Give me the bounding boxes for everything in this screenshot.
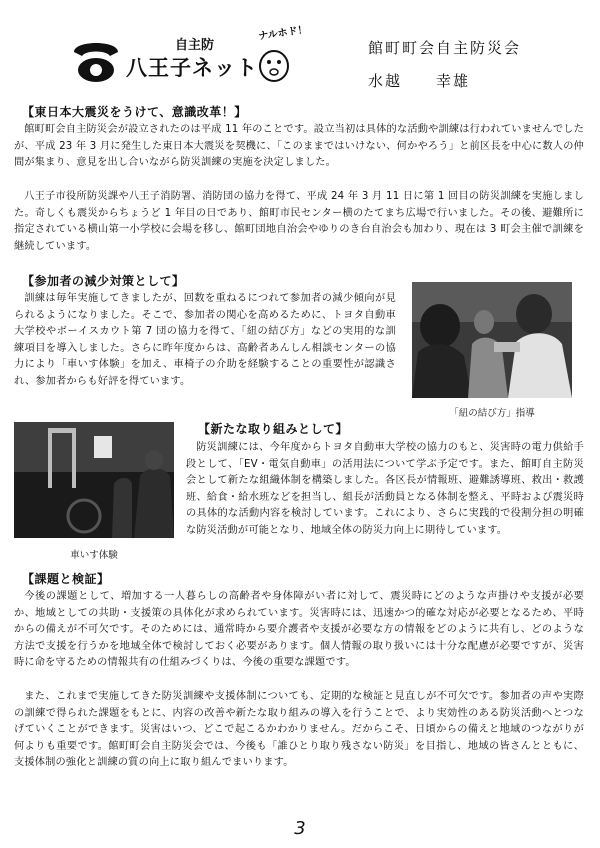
photo-rope-tying [412,282,572,398]
section-heading-4: 【課題と検証】 [22,572,110,586]
section-1-paragraph-1: 館町町会自主防災会が設立されたのは平成 11 年のことです。設立当初は具体的な活動や訓練は行われていませんでしたが、平成 23 年 3 月に発生した東日本大震災を契機に、「このままではいけない、何かやろう」と前区長を中心に数人の仲間が集まり、意見を出し合いながら防災訓練の実施を決定しました。 [14,124,584,169]
mascot-text: ナルホド！ [257,24,309,43]
phone-logo-icon [70,38,122,88]
section-heading-3: 【新たな取り組みとして】 [198,422,349,436]
photo-caption-rope-tying: 「紐の結び方」指導 [449,408,535,419]
logo-small-text: 自主防 [175,38,215,53]
photo-caption-wheelchair: 車いす体験 [70,550,118,561]
page-number: 3 [294,818,306,839]
logo-main-text: 八王子ネット [126,56,258,80]
org-name: 館町町会自主防災会 [368,39,522,57]
section-2-paragraph-1: 訓練は毎年実施してきましたが、回数を重ねるにつれて参加者の減少傾向が見られるようになりました。そこで、参加者の関心を高めるために、トヨタ自動車大学校やボーイスカウト第 7 団の協力を得て、「紐の結び方」などの実用的な訓練項目を導入しました。さらに昨年度からは、高齢者あんしん相談センターの協力により「車いす体験」を加え、車椅子の介助を経験することの重要性が認識され、参加者からも好評を得ています。 [14,293,396,387]
section-heading-1: 【東日本大震災をうけて、意識改革！】 [22,105,247,119]
mascot-face-icon [256,46,292,88]
author-name: 水越 幸雄 [368,72,471,90]
header [0,0,600,100]
section-heading-2: 【参加者の減少対策として】 [22,274,185,288]
section-1-paragraph-2: 八王子市役所防災課や八王子消防署、消防団の協力を得て、平成 24 年 3 月 11 日に第 1 回目の防災訓練を実施しました。奇しくも震災からちょうど 1 年目の日であり、館町市民センター横のたてまち広場で行いました。その後、避難所に指定されている横山第一小学校に会場を移し、館町団地自治会やゆりのき台自治会も加わり、現在は 3 町会主催で訓練を継続しています。 [14,191,584,252]
section-4-paragraph-1: 今後の課題として、増加する一人暮らしの高齢者や身体障がい者に対して、震災時にどのような声掛けや支援が必要か、地域としての共助・支援策の具体化が求められています。災害時には、迅速かつ的確な対応が必要となるため、平時からの備えが不可欠です。そのためには、通常時から要介護者や支援が必要な方の情報をどのように共有し、どのような方法で支援を行うかを地域全体で検討しておく必要があります。個人情報の取り扱いには十分な配慮が必要ですが、災害時に命を守るための情報共有の仕組みづくりは、今後の重要な課題です。 [14,591,584,669]
photo-wheelchair-experience [14,422,174,538]
section-3-paragraph-1: 防災訓練には、今年度からトヨタ自動車大学校の協力のもと、災害時の電力供給手段として、「EV・電気自動車」の活用法について学ぶ予定です。また、館町自主防災会として新たな組織体制を構築しました。各区長が情報班、避難誘導班、救出・救護班、給食・給水班などを担当し、組長が活動員となる体制を整え、平時および震災時の具体的な活動内容を検討しています。これにより、さらに実践的で役割分担の明確な防災活動が可能となり、地域全体の防災力向上に期待しています。 [186,442,584,536]
section-4-paragraph-2: また、これまで実施してきた防災訓練や支援体制についても、定期的な検証と見直しが不可欠です。参加者の声や実際の訓練で得られた課題をもとに、内容の改善や新たな取り組みの導入を行うことで、より実効性のある防災活動へとつなげていくことができます。災害はいつ、どこで起こるかわかりません。だからこそ、日頃からの備えと地域のつながりが何よりも重要です。館町町会自主防災会では、今後も「誰ひとり取り残さない防災」を目指し、地域の皆さんとともに、支援体制の強化と訓練の質の向上に取り組んでまいります。 [14,691,584,769]
